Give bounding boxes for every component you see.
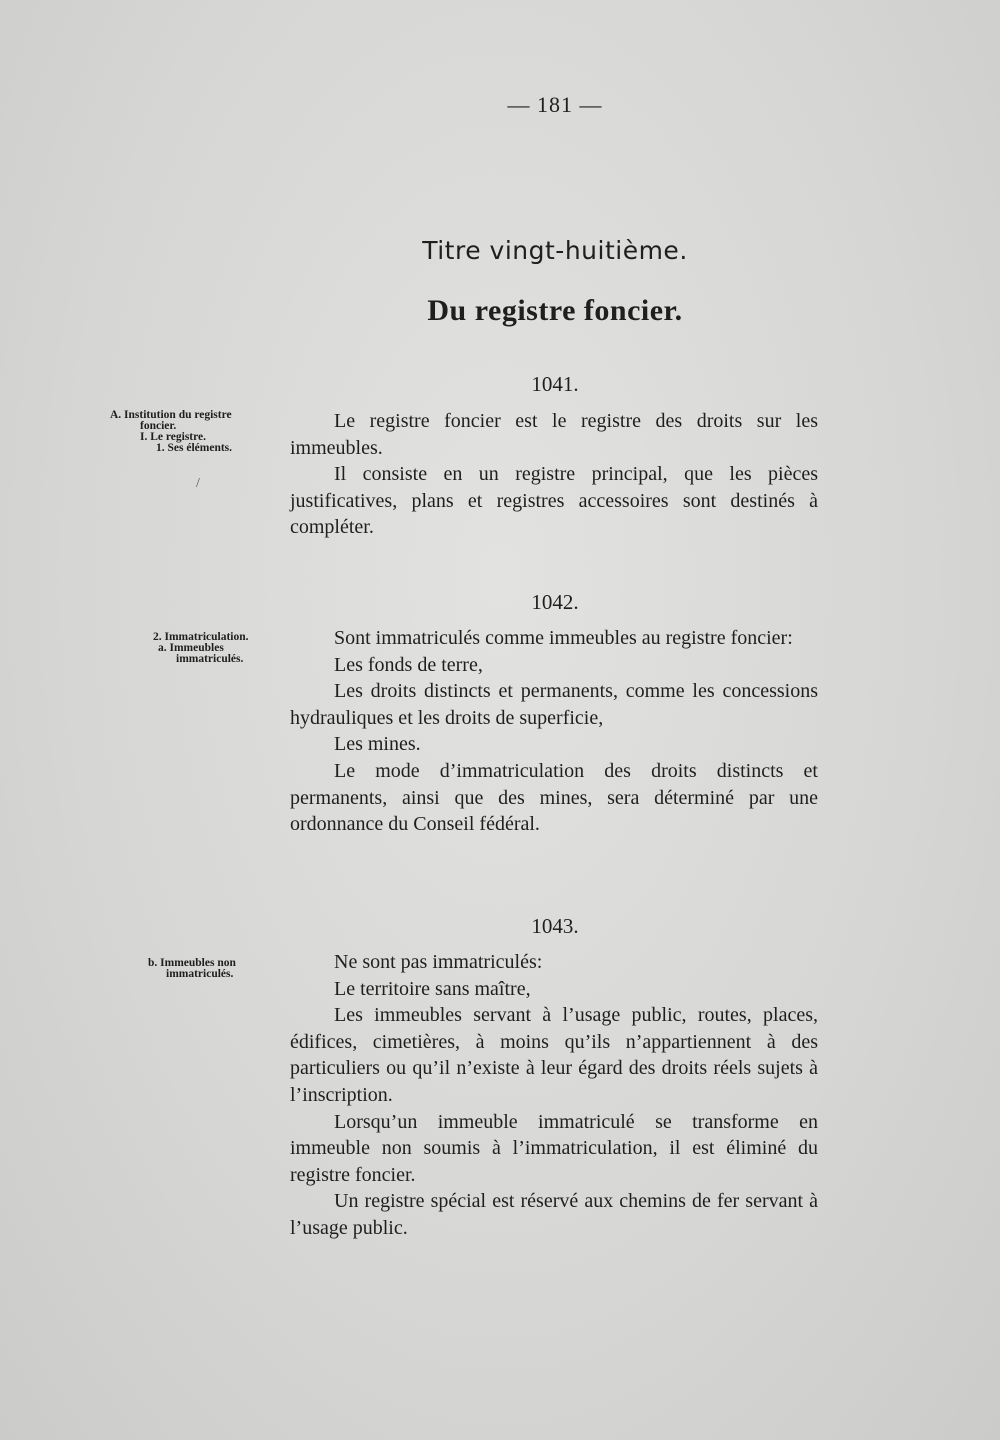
paragraph: Un registre spécial est réservé aux chemins de fer servant à l’usage public. (290, 1190, 818, 1239)
page-number: — 181 — (507, 92, 603, 117)
margin-note-1042 (110, 632, 280, 665)
margin-line: A. Institution du registre (110, 409, 232, 421)
paragraph: Le registre foncier est le registre des droits sur les immeubles. (290, 410, 818, 459)
paragraph: Le mode d’immatriculation des droits distincts et permanents, ainsi que des mines, sera déterminé par une ordonnance du Conseil fédéral. (290, 759, 818, 836)
article-number-1043: 1043. (531, 914, 579, 938)
margin-line: 2. Immatriculation. (153, 631, 249, 643)
paragraph: Les fonds de terre, (334, 653, 483, 676)
article-number-1042: 1042. (531, 590, 579, 614)
margin-line: I. Le registre. (140, 431, 207, 443)
paragraph: Le territoire sans maître, (334, 977, 531, 1000)
margin-note-1043 (110, 958, 280, 980)
margin-note-1041 (110, 410, 280, 454)
paragraph: Les immeubles servant à l’usage public, routes, places, édifices, cimetières, à moins qu’ils n’appartiennent à des particuliers ou qu’il n’existe à leur égard des droits réels sujets à l’inscription. (290, 1004, 818, 1106)
page-title: Titre vingt-huitième. (422, 236, 688, 265)
paragraph: Les mines. (334, 733, 421, 756)
paragraph: Lorsqu’un immeuble immatriculé se transforme en immeuble non soumis à l’immatriculation, il est éliminé du registre foncier. (290, 1110, 818, 1186)
paragraph: Les droits distincts et permanents, comme les concessions hydrauliques et les droits de superficie, (290, 680, 818, 729)
margin-line: immatriculés. (176, 653, 244, 665)
stray-mark: / (196, 476, 200, 491)
margin-line: 1. Ses éléments. (156, 442, 233, 454)
article-number-1041: 1041. (531, 372, 579, 396)
margin-line: a. Immeubles (158, 642, 224, 654)
article-body-1041 (290, 408, 818, 541)
paragraph: Il consiste en un registre principal, que les pièces justificatives, plans et registres accessoires sont destinés à compléter. (290, 463, 818, 539)
margin-line: b. Immeubles non (148, 957, 236, 969)
paragraph: Ne sont pas immatriculés: (334, 951, 543, 973)
paragraph: Sont immatriculés comme immeubles au registre foncier: (334, 627, 793, 649)
margin-line: immatriculés. (166, 968, 234, 980)
article-body-1042 (290, 625, 818, 838)
margin-line: foncier. (140, 420, 177, 432)
page-subtitle: Du registre foncier. (427, 294, 683, 327)
article-body-1043 (290, 949, 818, 1242)
